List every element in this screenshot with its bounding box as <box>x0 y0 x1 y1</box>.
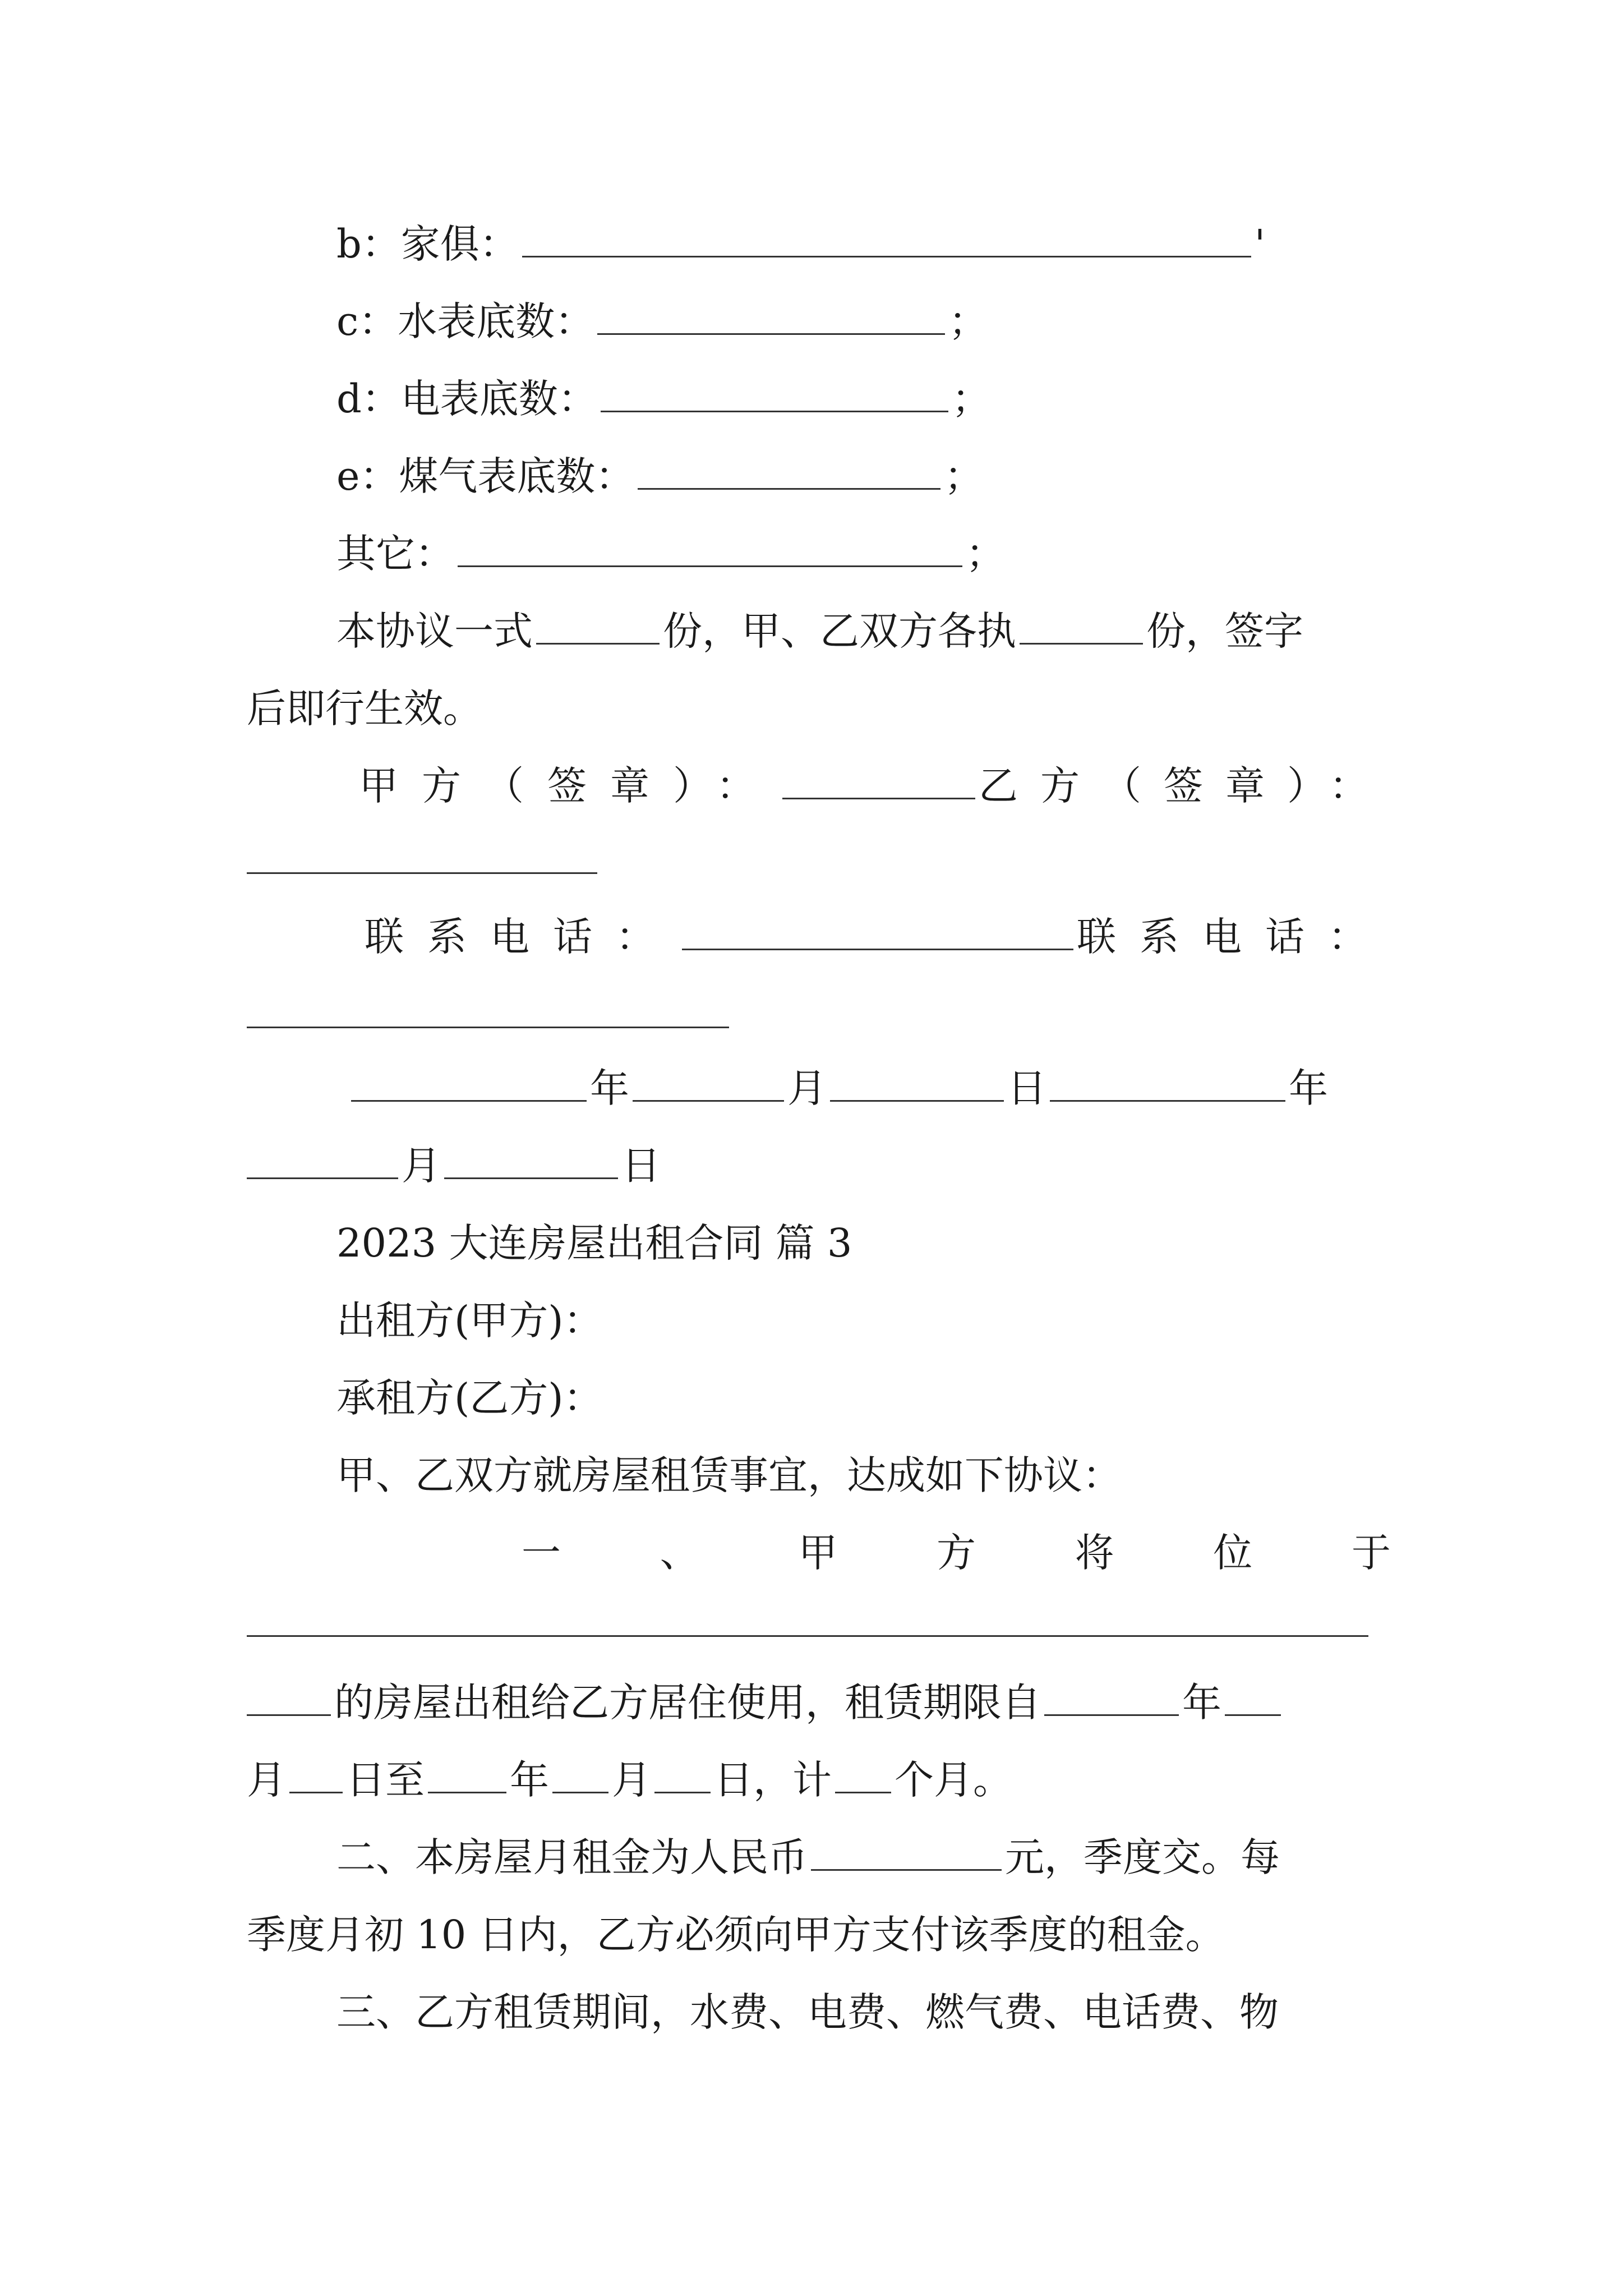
electric-meter-blank <box>601 376 948 412</box>
clause1-char: 甲 <box>798 1530 838 1576</box>
water-meter-blank <box>597 298 945 335</box>
signature-line <box>359 758 1391 814</box>
date-a-month-blank <box>633 1065 784 1102</box>
copies-line <box>336 603 1391 659</box>
clause3-line <box>336 1984 1391 2040</box>
furniture-label: b：家俱： <box>336 221 519 267</box>
rent-blank <box>811 1834 1002 1871</box>
party-a-sign-label: 甲方（签章）： <box>359 763 779 809</box>
date-b-month-blank <box>247 1143 398 1179</box>
date-b-day-blank <box>444 1143 618 1179</box>
date-b-day-label: 日 <box>621 1143 661 1189</box>
intro-line <box>336 1447 1391 1503</box>
clause1-text-a: 的房屋出租给乙方居住使用，租赁期限自 <box>334 1680 1041 1726</box>
clause2-line <box>336 1829 1391 1885</box>
address-blank-end <box>247 1680 331 1716</box>
clause1-char: 于 <box>1351 1530 1391 1576</box>
end-month-label: 月 <box>612 1757 651 1803</box>
months-blank <box>835 1757 891 1793</box>
start-month-blank <box>1225 1680 1281 1716</box>
gas-meter-label: e：煤气表底数： <box>336 453 635 499</box>
date-a-day-blank <box>830 1065 1004 1102</box>
copies-text-4: 后即行生效。 <box>247 685 482 731</box>
date-a-month-label: 月 <box>787 1065 827 1111</box>
gas-meter-end: ； <box>944 453 984 499</box>
date-a-day-label: 日 <box>1007 1065 1046 1111</box>
date-b-month-label: 月 <box>402 1143 441 1189</box>
water-meter-line <box>336 293 1391 349</box>
lessor-label: 出租方(甲方)： <box>336 1297 603 1343</box>
party-a-sign-blank <box>782 763 975 799</box>
copies-total-blank <box>536 608 660 645</box>
date-line-2 <box>247 1138 1391 1194</box>
other-end: ； <box>966 531 1005 577</box>
clause1-line-2 <box>247 1674 1391 1731</box>
end-day-label: 日，计 <box>714 1757 832 1803</box>
start-day-label: 日至 <box>346 1757 425 1803</box>
party-b-phone-label: 联系电话： <box>1077 914 1391 960</box>
clause1-char: 方 <box>936 1530 976 1576</box>
end-day-blank <box>654 1757 711 1793</box>
clause2-text-b: 元，季度交。每 <box>1005 1834 1280 1880</box>
other-blank <box>458 531 962 567</box>
start-month-label: 月 <box>247 1757 286 1803</box>
furniture-blank <box>522 221 1251 257</box>
copies-text-3: 份，签字 <box>1146 608 1303 654</box>
party-b-sign-label: 乙方（签章）： <box>979 763 1391 809</box>
date-b-year-blank <box>1050 1065 1285 1102</box>
months-label: 个月。 <box>895 1757 1012 1803</box>
end-year-blank <box>428 1757 506 1793</box>
electric-meter-label: d：电表底数： <box>336 376 597 422</box>
start-year-label: 年 <box>1182 1680 1221 1726</box>
lessee-line <box>336 1370 1391 1426</box>
furniture-end: ' <box>1254 221 1266 267</box>
lessee-label: 承租方(乙方)： <box>336 1375 603 1421</box>
end-year-label: 年 <box>510 1757 549 1803</box>
clause2-text-c: 季度月初 10 日内，乙方必须向甲方支付该季度的租金。 <box>247 1912 1225 1958</box>
date-a-year-blank <box>351 1065 587 1102</box>
start-year-blank <box>1044 1680 1179 1716</box>
intro-text: 甲、乙双方就房屋租赁事宜，达成如下协议： <box>336 1452 1122 1498</box>
end-month-blank <box>552 1757 608 1793</box>
clause1-line-3 <box>247 1752 1391 1808</box>
clause1-char: 、 <box>660 1530 699 1576</box>
phone-line <box>365 909 1391 965</box>
address-blank <box>247 1635 1368 1637</box>
other-line <box>336 526 1391 582</box>
electric-meter-line <box>336 371 1391 427</box>
party-a-phone-label: 联系电话： <box>365 914 679 960</box>
section-title <box>336 1215 1391 1271</box>
electric-meter-end: ； <box>951 376 991 422</box>
clause1-spread-line <box>522 1525 1391 1581</box>
clause1-char: 将 <box>1075 1530 1114 1576</box>
clause3-text: 三、乙方租赁期间，水费、电费、燃气费、电话费、物 <box>336 1989 1279 2035</box>
gas-meter-blank <box>638 453 940 490</box>
copies-text-1: 本协议一式 <box>336 608 533 654</box>
clause2-text-a: 二、本房屋月租金为人民币 <box>336 1834 808 1880</box>
section-title-text: 2023 大连房屋出租合同 篇 3 <box>336 1220 852 1266</box>
start-day-blank <box>289 1757 343 1793</box>
party-b-sign-blank <box>247 872 597 874</box>
gas-meter-line <box>336 448 1391 504</box>
date-b-year-label: 年 <box>1289 1065 1328 1111</box>
clause1-char: 一 <box>522 1530 561 1576</box>
party-a-phone-blank <box>682 914 1073 950</box>
clause1-char: 位 <box>1213 1530 1253 1576</box>
lessor-line <box>336 1292 1391 1349</box>
party-b-phone-blank <box>247 1027 729 1028</box>
copies-line-2 <box>247 680 1391 737</box>
water-meter-label: c：水表底数： <box>336 298 594 344</box>
date-a-year-label: 年 <box>590 1065 629 1111</box>
furniture-line <box>336 216 1391 272</box>
water-meter-end: ； <box>948 298 988 344</box>
copies-text-2: 份，甲、乙双方各执 <box>663 608 1016 654</box>
date-line <box>348 1060 1391 1116</box>
other-label: 其它： <box>336 531 454 577</box>
clause2-line-2 <box>247 1907 1391 1963</box>
copies-each-blank <box>1020 608 1143 645</box>
